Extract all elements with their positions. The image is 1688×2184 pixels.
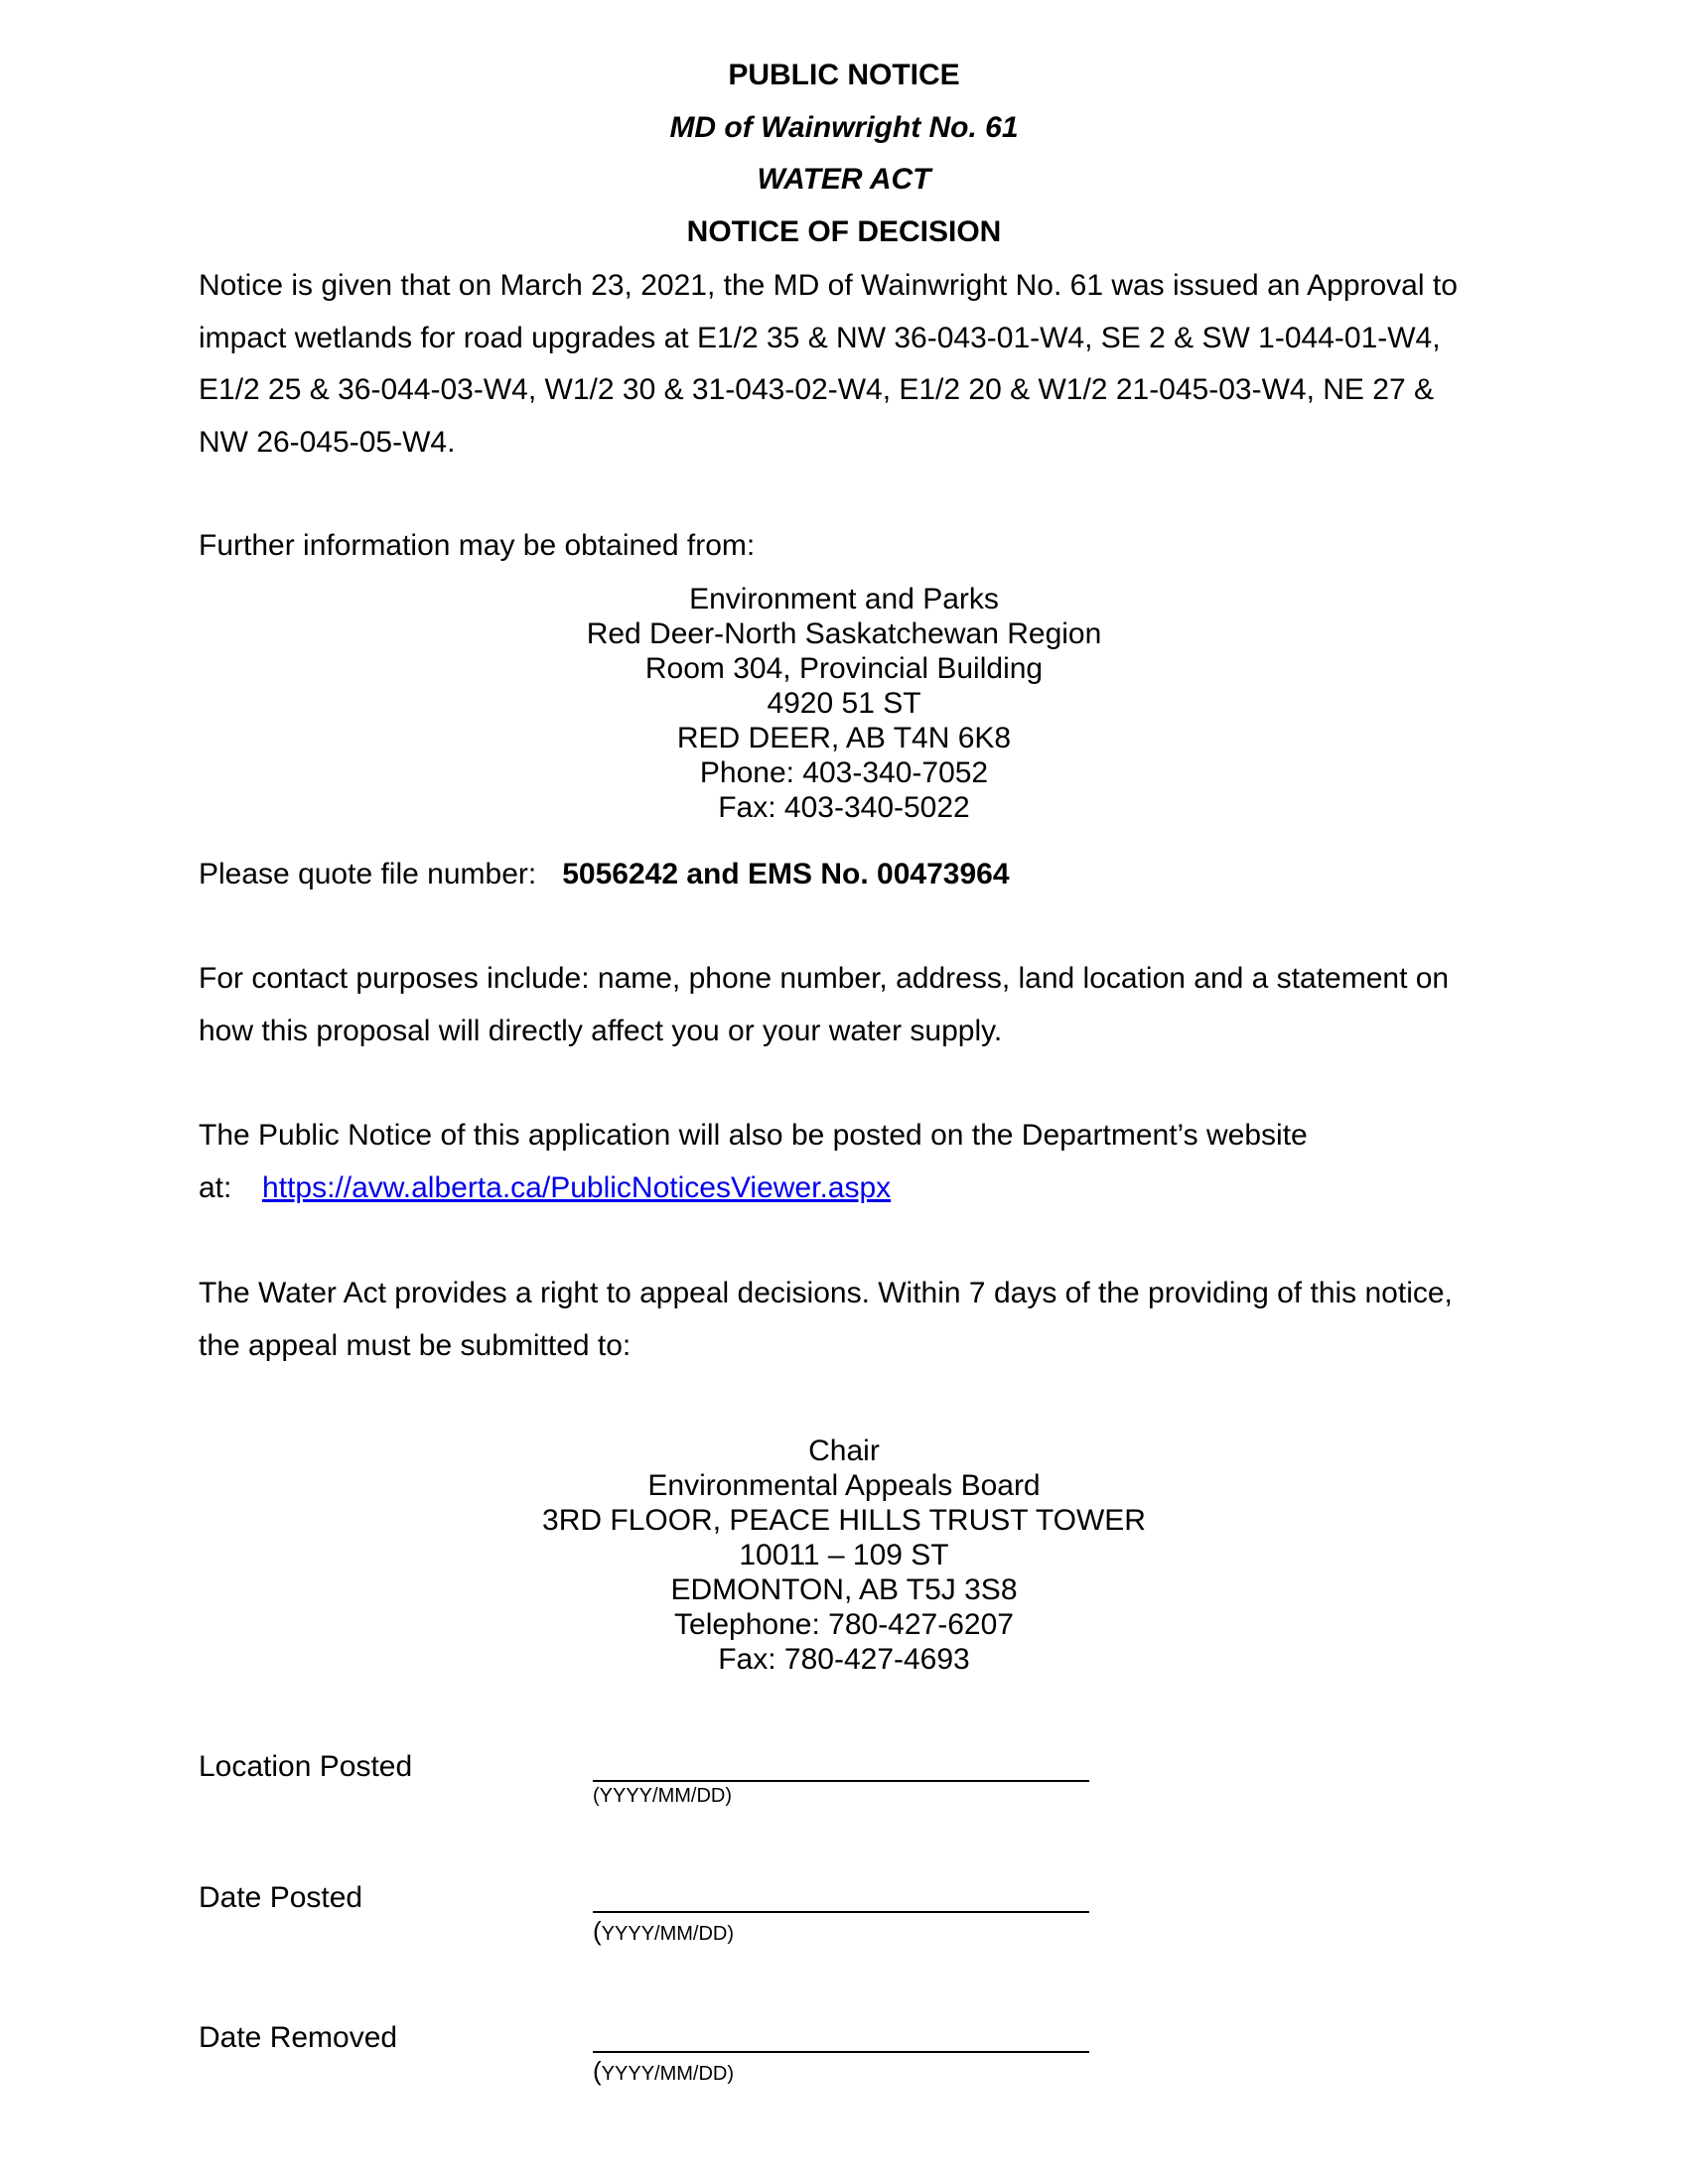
municipality-heading: MD of Wainwright No. 61 — [669, 111, 1019, 144]
location-posted-label: Location Posted — [199, 1750, 413, 1783]
public-notices-link[interactable]: https://avw.alberta.ca/PublicNoticesViewer.aspx — [262, 1170, 892, 1204]
website-prefix: at: — [199, 1170, 232, 1204]
address-line: Room 304, Provincial Building — [644, 652, 1044, 685]
contact-line: how this proposal will directly affect you or your water supply. — [199, 1014, 1003, 1047]
appeals-board-address — [0, 1433, 1688, 1677]
file-number-label: Please quote file number: — [199, 858, 537, 890]
notice-paragraph — [199, 260, 1509, 469]
address-line: Environment and Parks — [689, 583, 999, 615]
website-link-line — [199, 1162, 1509, 1215]
address-line: EDMONTON, AB T5J 3S8 — [670, 1573, 1018, 1606]
address-line: 3RD FLOOR, PEACE HILLS TRUST TOWER — [542, 1504, 1146, 1537]
address-line: Red Deer-North Saskatchewan Region — [586, 617, 1102, 650]
address-line: 10011 – 109 ST — [739, 1539, 949, 1571]
date-removed-format-hint: (YYYY/MM/DD) — [593, 2056, 735, 2086]
address-line: RED DEER, AB T4N 6K8 — [676, 722, 1012, 754]
notice-line: E1/2 25 & 36-044-03-W4, W1/2 30 & 31-043-02-W4, E1/2 20 & W1/2 21-045-03-W4, NE 27 & — [199, 373, 1434, 406]
address-line: Fax: 403-340-5022 — [718, 791, 970, 824]
department-address — [0, 582, 1688, 825]
appeal-paragraph — [199, 1268, 1509, 1372]
website-paragraph — [199, 1110, 1509, 1214]
address-line: Fax: 780-427-4693 — [718, 1643, 970, 1676]
location-date-format-hint: (YYYY/MM/DD) — [593, 1785, 732, 1807]
date-posted-label: Date Posted — [199, 1881, 363, 1914]
appeal-line: the appeal must be submitted to: — [199, 1328, 632, 1362]
file-number-value: 5056242 and EMS No. 00473964 — [562, 858, 1010, 890]
date-removed-label: Date Removed — [199, 2021, 398, 2054]
address-line: 4920 51 ST — [767, 687, 921, 720]
notice-line: impact wetlands for road upgrades at E1/2 35 & NW 36-043-01-W4, SE 2 & SW 1-044-01-W4, — [199, 321, 1441, 354]
notice-line: NW 26-045-05-W4. — [199, 425, 456, 459]
notice-line: Notice is given that on March 23, 2021, the MD of Wainwright No. 61 was issued an Approval to — [199, 269, 1458, 302]
address-line: Chair — [808, 1434, 880, 1467]
act-heading: WATER ACT — [757, 163, 931, 196]
contact-line: For contact purposes include: name, phone number, address, land location and a statement on — [199, 962, 1450, 995]
contact-paragraph — [199, 953, 1509, 1057]
further-info-intro: Further information may be obtained from: — [199, 529, 756, 562]
address-line: Phone: 403-340-7052 — [699, 756, 989, 789]
date-removed-field[interactable] — [593, 2051, 1089, 2053]
date-posted-field[interactable] — [593, 1911, 1089, 1913]
appeal-line: The Water Act provides a right to appeal decisions. Within 7 days of the providing of this notice, — [199, 1277, 1453, 1309]
notice-title: PUBLIC NOTICE — [728, 59, 960, 91]
location-posted-field[interactable] — [593, 1780, 1089, 1782]
website-line: The Public Notice of this application will also be posted on the Department’s website — [199, 1119, 1308, 1152]
file-number-line — [199, 849, 1509, 901]
address-line: Telephone: 780-427-6207 — [674, 1608, 1014, 1641]
address-line: Environmental Appeals Board — [647, 1469, 1041, 1502]
date-posted-format-hint: (YYYY/MM/DD) — [593, 1916, 735, 1946]
decision-heading: NOTICE OF DECISION — [686, 215, 1002, 248]
